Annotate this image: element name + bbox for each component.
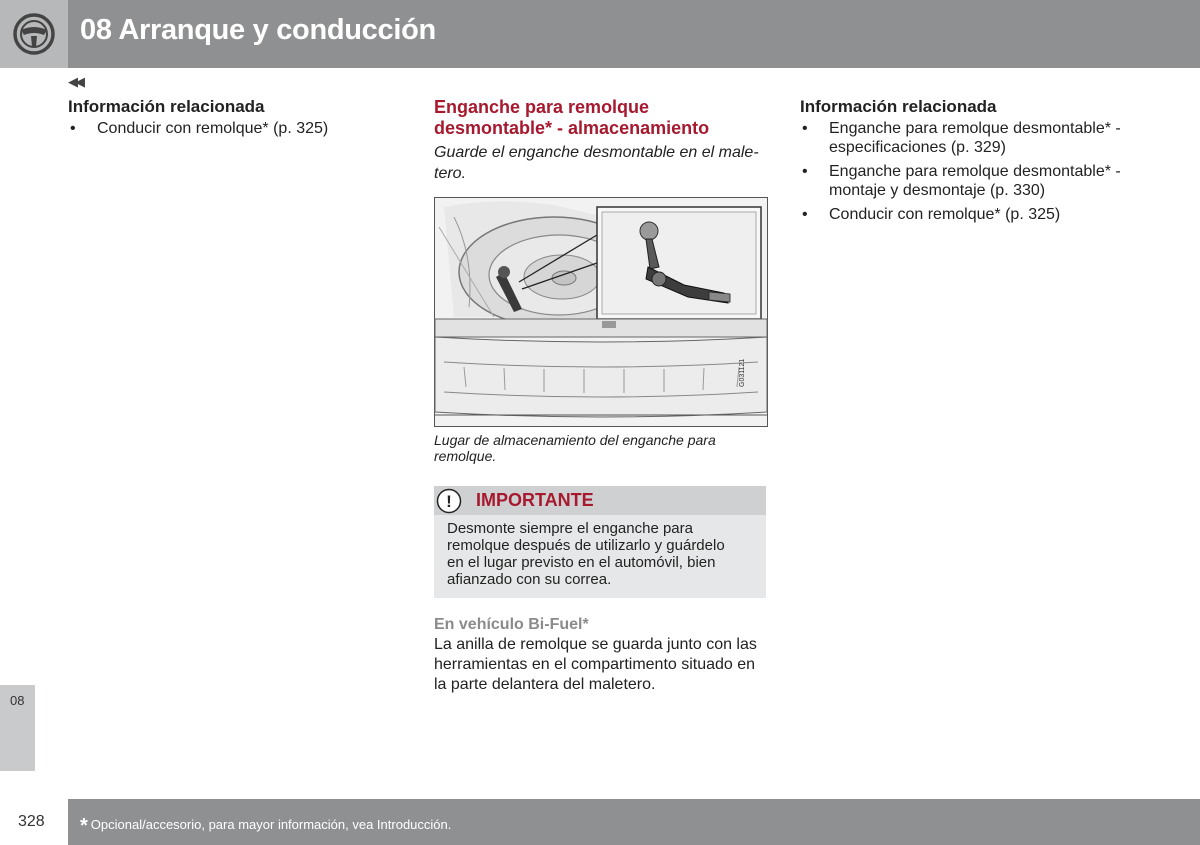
footer-bar bbox=[68, 799, 1200, 845]
column-right bbox=[800, 97, 1140, 229]
related-link-text: Enganche para remolque desmontable* - bbox=[829, 163, 1121, 180]
related-link-text: Conducir con remolque* (p. 325) bbox=[97, 120, 329, 137]
related-link-text: especificaciones (p. 329) bbox=[829, 139, 1006, 156]
related-info-list bbox=[800, 119, 1140, 224]
page-footer bbox=[0, 799, 1200, 845]
bifuel-paragraph bbox=[434, 635, 768, 695]
important-notice bbox=[434, 486, 766, 598]
important-line: remolque después de utilizarlo y guárdelo bbox=[447, 537, 725, 554]
column-middle bbox=[434, 97, 768, 695]
related-info-list bbox=[68, 119, 398, 138]
page-header bbox=[0, 0, 1200, 68]
bullet: • bbox=[802, 163, 808, 180]
trunk-drawing bbox=[434, 197, 768, 427]
chapter-title: 08 Arranque y conducción bbox=[80, 14, 436, 46]
asterisk: * bbox=[80, 815, 88, 837]
chapter-tab-label: 08 bbox=[10, 693, 25, 708]
steering-wheel-icon bbox=[0, 0, 68, 68]
related-link[interactable] bbox=[800, 119, 1140, 157]
page-number: 328 bbox=[18, 813, 45, 830]
related-link[interactable] bbox=[68, 119, 398, 138]
column-left bbox=[68, 97, 398, 143]
important-line: afianzado con su correa. bbox=[447, 571, 612, 588]
bullet: • bbox=[802, 206, 808, 223]
related-link-text: Conducir con remolque* (p. 325) bbox=[829, 206, 1061, 223]
caption-line: Lugar de almacenamiento del enganche para bbox=[434, 432, 716, 448]
caption-line: remolque. bbox=[434, 448, 497, 464]
related-info-heading: Información relacionada bbox=[800, 97, 997, 116]
page-number-box bbox=[0, 799, 68, 845]
warning-icon bbox=[436, 488, 462, 514]
important-header bbox=[434, 486, 766, 515]
important-line: Desmonte siempre el enganche para bbox=[447, 520, 693, 537]
bullet: • bbox=[70, 120, 76, 137]
trunk-illustration bbox=[434, 197, 768, 427]
related-link-text: Enganche para remolque desmontable* - bbox=[829, 120, 1121, 137]
footnote bbox=[80, 815, 451, 838]
intro-line: Guarde el enganche desmontable en el male- bbox=[434, 144, 759, 161]
related-link-text: montaje y desmontaje (p. 330) bbox=[829, 182, 1046, 199]
section-title-line: desmontable* - almacenamiento bbox=[434, 118, 710, 138]
continued-marker: ◀◀ bbox=[68, 74, 82, 89]
important-line: en el lugar previsto en el automóvil, bien bbox=[447, 554, 716, 571]
section-intro bbox=[434, 142, 768, 184]
section-title bbox=[434, 97, 768, 139]
related-link[interactable] bbox=[800, 162, 1140, 200]
chapter-icon-box bbox=[0, 0, 68, 68]
paragraph-line: la parte delantera del maletero. bbox=[434, 676, 656, 693]
figure-code: G031121 bbox=[739, 358, 746, 387]
section-title-line: Enganche para remolque bbox=[434, 97, 650, 117]
chapter-side-tab bbox=[0, 685, 35, 771]
paragraph-line: La anilla de remolque se guarda junto con las bbox=[434, 636, 757, 653]
figure-caption bbox=[434, 432, 768, 464]
important-title: IMPORTANTE bbox=[476, 490, 594, 510]
related-link[interactable] bbox=[800, 205, 1140, 224]
footnote-text: Opcional/accesorio, para mayor información, vea Introducción. bbox=[90, 817, 452, 832]
intro-line: tero. bbox=[434, 165, 467, 182]
related-info-heading: Información relacionada bbox=[68, 97, 265, 116]
bifuel-subheading: En vehículo Bi-Fuel* bbox=[434, 616, 589, 633]
important-body bbox=[434, 515, 766, 598]
warning-glyph: ! bbox=[446, 492, 452, 511]
paragraph-line: herramientas en el compartimento situado en bbox=[434, 656, 756, 673]
bullet: • bbox=[802, 120, 808, 137]
